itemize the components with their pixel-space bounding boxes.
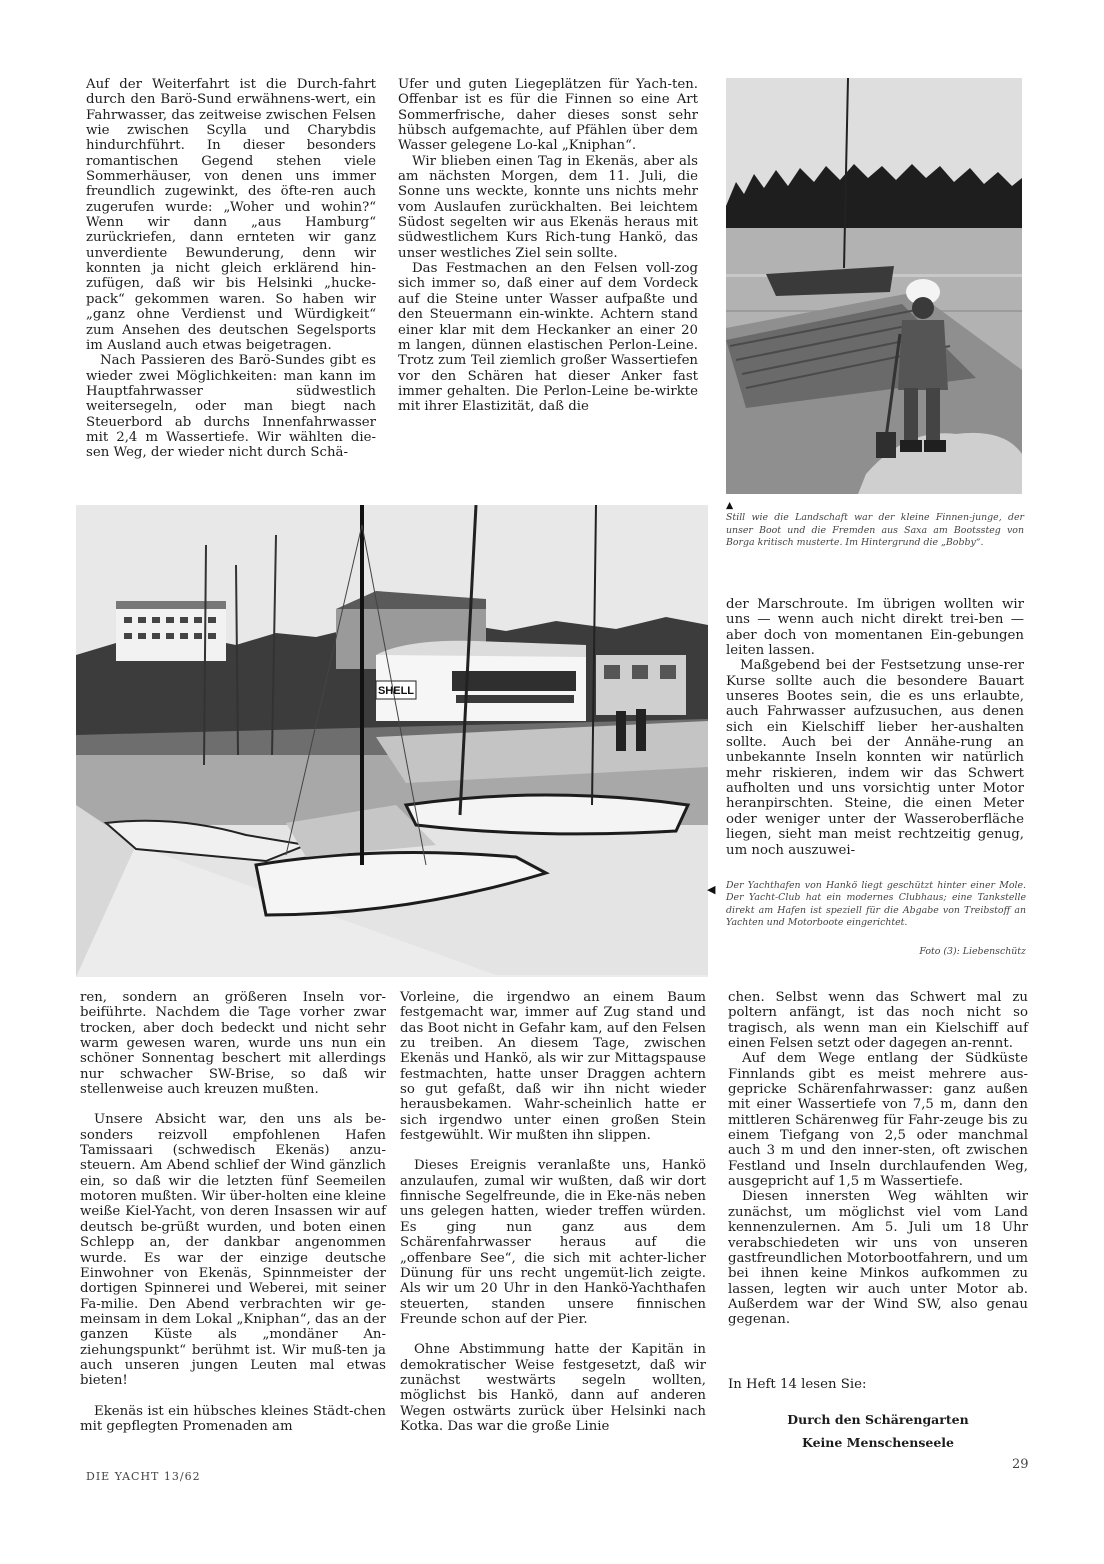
photo-boy-graphic xyxy=(726,78,1022,494)
paragraph: Dieses Ereignis veranlaßte uns, Hankö anzulaufen, zumal wir wußten, daß wir dort finnische Segelfreunde, die in Eke-näs neben uns gelegen hatten, wieder treffen würden. Es ging nun ganz aus dem Schärenfahrwasser heraus auf die „offenbare See“, die sich mit achter-licher Dünung für uns recht ungemüt-lich zeigte. Als wir um 20 Uhr in den Hankö-Yachthafen steuerten, standen unsere finnischen Freunde schon auf der Pier. xyxy=(400,1158,706,1327)
up-arrow-icon: ▲ xyxy=(726,500,734,511)
paragraph: ren, sondern an größeren Inseln vor-beiführte. Nachdem die Tage vorher zwar trocken, aber doch bedeckt und nicht sehr warm gewesen waren, wurde uns nun ein schöner Sonnentag beschert mit allerdings nur schwacher SW-Brise, so daß wir stellenweise auch kreuzen mußten. xyxy=(80,990,386,1098)
left-arrow-icon: ◀ xyxy=(707,883,716,896)
page-number: 29 xyxy=(1012,1457,1029,1472)
paragraph: Nach Passieren des Barö-Sundes gibt es wieder zwei Möglichkeiten: man kann im Hauptfahrwasser südwestlich weitersegeln, oder man biegt nach Steuerbord ab durchs Innenfahrwasser mit 2,4 m Wassertiefe. Wir wählten die-sen Weg, der wieder nicht durch Schä- xyxy=(86,353,376,461)
caption-text: Der Yachthafen von Hankö liegt geschützt hinter einer Mole. Der Yacht-Club hat ein modernes Clubhaus; eine Tankstelle direkt am Hafen ist speziell für die Abgabe von Treibstoff an Yachten und Motorboote eingerichtet. xyxy=(726,880,1026,929)
photo-harbor-graphic xyxy=(76,505,708,977)
paragraph: Unsere Absicht war, den uns als be-sonders reizvoll empfohlenen Hafen Tamissaari (schwedisch Ekenäs) anzu-steuern. Am Abend schlief der Wind gänzlich ein, so daß wir die letzten fünf Seemeilen motoren mußten. Wir über-holten eine kleine weiße Kiel-Yacht, von deren Insassen wir auf deutsch be-grüßt wurden, und boten einen Schlepp an, der dankbar angenommen wurde. Es war der einzige deutsche Einwohner von Ekenäs, Spinnmeister der dortigen Spinnerei und Weberei, mit seiner Fa-milie. Den Abend verbrachten wir ge-meinsam in dem Lokal „Kniphan“, das an der ganzen Küste als „mondäner An-ziehungspunkt“ berühmt ist. Wir muß-ten ja auch unseren jungen Leuten mal etwas bieten! xyxy=(80,1112,386,1389)
column-top-left xyxy=(86,77,376,461)
paragraph: Ohne Abstimmung hatte der Kapitän in demokratischer Weise festgesetzt, daß wir zunächst westwärts segeln wollten, möglichst bis Hankö, dann auf anderen Wegen ostwärts zurück über Helsinki nach Kotka. Das war die große Linie xyxy=(400,1342,706,1434)
photo-hankoe-harbor xyxy=(76,505,708,977)
paragraph: Das Festmachen an den Felsen voll-zog sich immer so, daß einer auf dem Vordeck auf die Steine unter Wasser aufpaßte und den Steuermann ein-winkte. Achtern stand einer klar mit dem Heckanker an einer 20 m langen, dünnen elastischen Perlon-Leine. Trotz zum Teil ziemlich großer Wassertiefen vor den Schären hat dieser Anker fast immer gehalten. Die Perlon-Leine be-wirkte mit ihrer Elastizität, daß die xyxy=(398,261,698,415)
column-bottom-left xyxy=(80,990,386,1434)
photo-caption-boy xyxy=(726,500,1024,550)
column-bottom-middle xyxy=(400,990,706,1434)
next-issue-title-1: Durch den Schärengarten xyxy=(787,1412,969,1427)
photo-credit-text: Foto (3): Liebenschütz xyxy=(919,946,1026,957)
paragraph: der Marschroute. Im übrigen wollten wir uns — wenn auch nicht direkt trei-ben — aber doch von momentanen Ein-gebungen leiten lassen. xyxy=(726,597,1024,659)
paragraph: chen. Selbst wenn das Schwert mal zu poltern anfängt, ist das noch nicht so tragisch, als wenn man ein Kielschiff auf einen Felsen setzt oder dagegen an-rennt. xyxy=(728,990,1028,1052)
next-issue-title-2: Keine Menschenseele xyxy=(802,1435,954,1450)
photo-boy-on-jetty xyxy=(726,78,1022,494)
paragraph: Diesen innersten Weg wählten wir zunächst, um möglichst viel vom Land kennenzulernen. Am 5. Juli um 18 Uhr verabschiedeten wir uns von unseren gastfreundlichen Motorbootfahrern, und um bei ihnen keine Minkos aufkommen zu lassen, legten wir auch unter Motor ab. Außerdem war der Wind SW, also genau gegenan. xyxy=(728,1189,1028,1328)
caption-text: Still wie die Landschaft war der kleine Finnen-junge, der unser Boot und die Fremden aus Saxa am Bootssteg von Borga kritisch musterte. Im Hintergrund die „Bobby“. xyxy=(726,512,1024,549)
paragraph: Auf der Weiterfahrt ist die Durch-fahrt durch den Barö-Sund erwähnens-wert, ein Fahrwasser, das zeitweise zwischen Felsen wie zwischen Scylla und Charybdis hindurchführt. In dieser besonders romantischen Gegend stehen viele Sommerhäuser, von denen uns immer freundlich zugewinkt, des öfte-ren auch zugerufen wurde: „Woher und wohin?“ Wenn wir dann „aus Hamburg“ zurückriefen, dann ernteten wir ganz unverdiente Bewunderung, denn wir konnten ja nicht gleich erklärend hin-zufügen, daß wir bis Helsinki „hucke-pack“ gekommen waren. So haben wir „ganz ohne Verdienst und Würdigkeit“ zum Ansehen des deutschen Segelsports im Ausland auch etwas beigetragen. xyxy=(86,77,376,353)
paragraph: Wir blieben einen Tag in Ekenäs, aber als am nächsten Morgen, dem 11. Juli, die Sonne uns weckte, konnte uns nichts mehr vom Auslaufen zurückhalten. Bei leichtem Südost segelten wir aus Ekenäs heraus mit südwestlichem Kurs Rich-tung Hankö, das unser westliches Ziel sein sollte. xyxy=(398,153,698,261)
magazine-footer: DIE YACHT 13/62 xyxy=(86,1470,201,1483)
paragraph: Ufer und guten Liegeplätzen für Yach-ten. Offenbar ist es für die Finnen so eine Art Sommerfrische, daher dieses sonst sehr hübsch aufgemachte, auf Pfählen über dem Wasser gelegene Lo-kal „Kniphan“. xyxy=(398,77,698,154)
photo-caption-harbor xyxy=(726,880,1026,930)
column-right-middle xyxy=(726,597,1024,858)
next-issue-intro: In Heft 14 lesen Sie: xyxy=(728,1377,867,1392)
paragraph: Vorleine, die irgendwo an einem Baum festgemacht war, immer auf Zug stand und das Boot nicht in Gefahr kam, auf den Felsen zu treiben. An diesem Tage, zwischen Ekenäs und Hankö, als wir zur Mittagspause festmachten, hatte unser Draggen achtern so gut gefaßt, daß wir ihn nicht wieder herausbekamen. Wahr-scheinlich hatte er sich irgendwo unter einen großen Stein festgewühlt. Wir mußten ihn slippen. xyxy=(400,990,706,1144)
photo-credit xyxy=(726,946,1026,958)
paragraph: Maßgebend bei der Festsetzung unse-rer Kurse sollte auch die besondere Bauart unseres Bootes sein, die es uns erlaubte, auch Fahrwasser aufzusuchen, aus denen sich ein Kielschiff lieber her-aushalten sollte. Auch bei der Annähe-rung an unbekannte Inseln konnten wir natürlich mehr riskieren, indem wir das Schwert aufholten und uns vorsichtig unter Motor heranpirschten. Steine, die einen Meter oder weniger unter der Wasseroberfläche liegen, sieht man meist rechtzeitig genug, um noch auszuwei- xyxy=(726,658,1024,858)
paragraph: Auf dem Wege entlang der Südküste Finnlands gibt es meist mehrere aus-gepricke Schärenfahrwasser: ganz außen mit einer Wassertiefe von 7,5 m, dann den mittleren Schärenweg für Fahr-zeuge bis zu einem Tiefgang von 2,5 oder manchmal auch 3 m und den inner-sten, oft zwischen Festland und Inseln durchlaufenden Weg, ausgepricht auf 1,5 m Wassertiefe. xyxy=(728,1051,1028,1190)
paragraph: Ekenäs ist ein hübsches kleines Städt-chen mit gepflegten Promenaden am xyxy=(80,1403,386,1434)
column-bottom-right xyxy=(728,990,1028,1328)
shell-sign: SHELL xyxy=(377,685,415,697)
column-top-middle xyxy=(398,77,698,415)
